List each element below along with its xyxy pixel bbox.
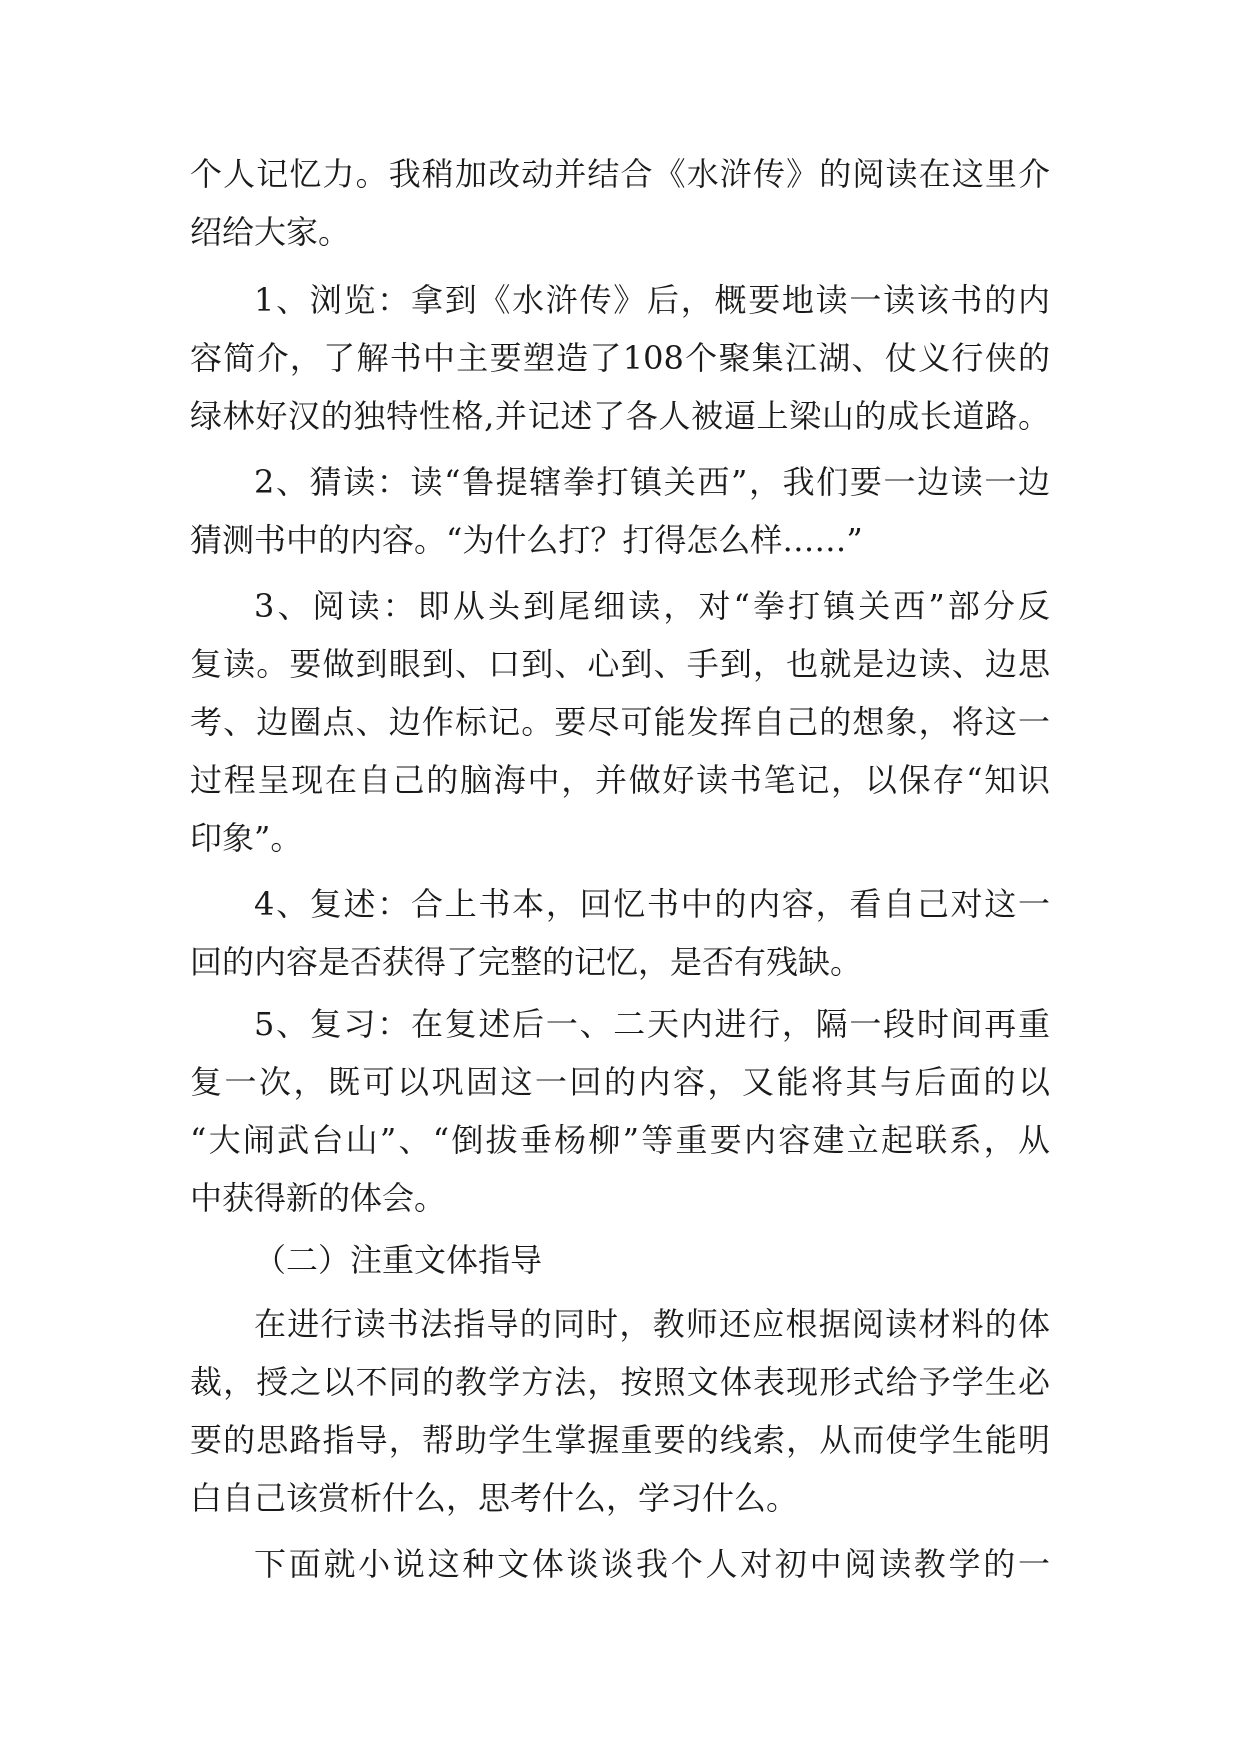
body-text-line: 猜测书中的内容。“为什么打？打得怎么样……” (190, 521, 863, 559)
body-text-line: 裁，授之以不同的教学方法，按照文体表现形式给予学生必 (190, 1363, 1050, 1401)
list-item-review: 5、复习：在复述后一、二天内进行，隔一段时间再重 (254, 1005, 1050, 1043)
list-item-guess-read: 2、猜读：读“鲁提辖拳打镇关西”，我们要一边读一边 (254, 463, 1050, 501)
body-text-line: 绍给大家。 (190, 213, 351, 251)
body-text-line: 容简介，了解书中主要塑造了108个聚集江湖、仗义行侠的 (190, 339, 1050, 377)
body-text-line: 中获得新的体会。 (190, 1179, 447, 1217)
body-text-line: 过程呈现在自己的脑海中，并做好读书笔记，以保存“知识 (190, 761, 1050, 799)
body-text-line: 印象”。 (190, 819, 303, 857)
paragraph-start: 下面就小说这种文体谈谈我个人对初中阅读教学的一 (254, 1545, 1050, 1583)
section-heading: （二）注重文体指导 (254, 1241, 543, 1279)
body-text-line: 白自己该赏析什么，思考什么，学习什么。 (190, 1479, 799, 1517)
body-text-line: 考、边圈点、边作标记。要尽可能发挥自己的想象，将这一 (190, 703, 1050, 741)
body-text-line: 绿林好汉的独特性格,并记述了各人被逼上梁山的成长道路。 (190, 397, 1050, 435)
body-text-line: “大闹武台山”、“倒拔垂杨柳”等重要内容建立起联系，从 (190, 1121, 1050, 1159)
list-item-read: 3、阅读：即从头到尾细读，对“拳打镇关西”部分反 (254, 587, 1050, 625)
body-text-line: 回的内容是否获得了完整的记忆，是否有残缺。 (190, 943, 863, 981)
paragraph-start: 在进行读书法指导的同时，教师还应根据阅读材料的体 (254, 1305, 1050, 1343)
list-item-browse: 1、浏览：拿到《水浒传》后，概要地读一读该书的内 (254, 281, 1050, 319)
list-item-retell: 4、复述：合上书本，回忆书中的内容，看自己对这一 (254, 885, 1050, 923)
body-text-line: 复读。要做到眼到、口到、心到、手到，也就是边读、边思 (190, 645, 1050, 683)
body-text-line: 个人记忆力。我稍加改动并结合《水浒传》的阅读在这里介 (190, 155, 1050, 193)
body-text-line: 要的思路指导，帮助学生掌握重要的线索，从而使学生能明 (190, 1421, 1050, 1459)
body-text-line: 复一次，既可以巩固这一回的内容，又能将其与后面的以 (190, 1063, 1050, 1101)
